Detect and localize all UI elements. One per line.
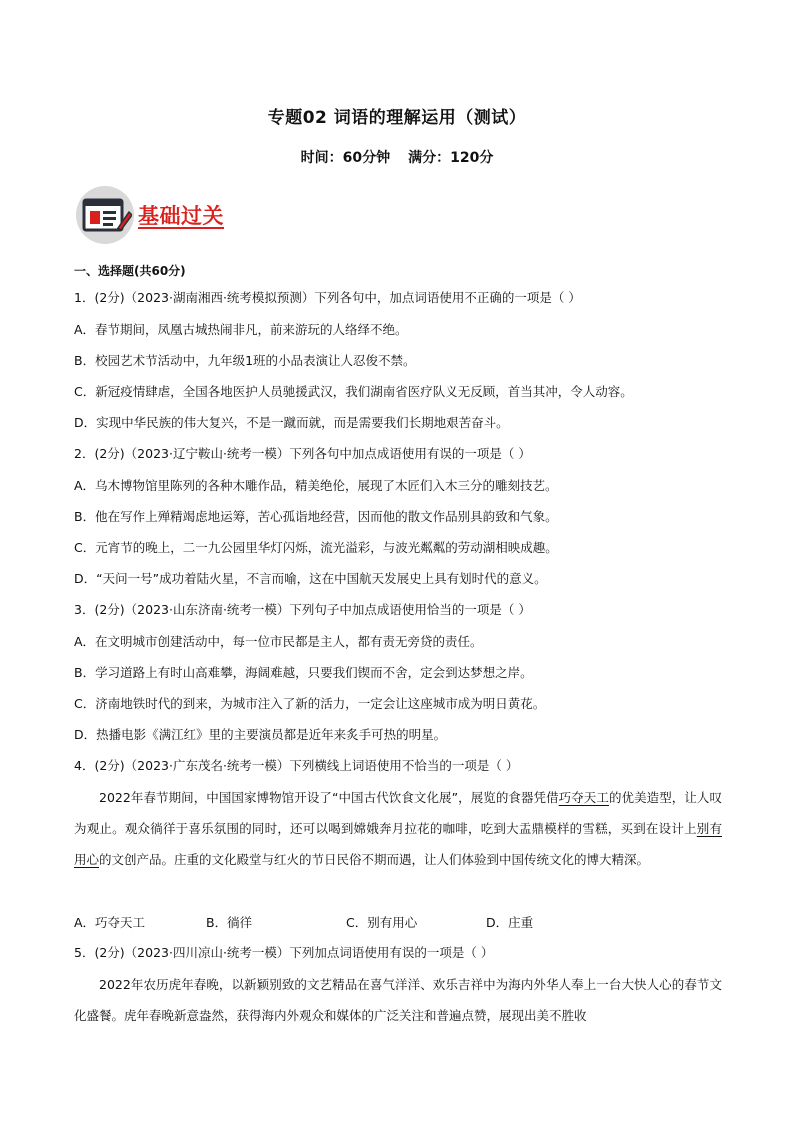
question-1-stem: 1．(2分)（2023·湖南湘西·统考模拟预测）下列各句中，加点词语使用不正确的一项是（ ） bbox=[74, 290, 581, 305]
section-badge bbox=[76, 186, 276, 246]
question-4-stem: 4．(2分)（2023·广东茂名·统考一模）下列横线上词语使用不恰当的一项是（ ） bbox=[74, 758, 519, 773]
question-1-option-d: D．实现中华民族的伟大复兴，不是一蹴而就，而是需要我们长期地艰苦奋斗。 bbox=[74, 415, 509, 430]
question-2-option-c: C．元宵节的晚上，二一九公园里华灯闪烁，流光溢彩，与波光粼粼的劳动湖相映成趣。 bbox=[74, 540, 558, 555]
question-4-passage-part-2: 的优美造型，让人叹为观止。观众徜徉于喜乐氛围的同时，还可以喝到嫦娥奔月拉花的咖啡，吃到大盂鼎模样的雪糕，买到在设计上 bbox=[74, 790, 722, 836]
question-2-option-a: A．乌木博物馆里陈列的各种木雕作品，精美绝伦，展现了木匠们入木三分的雕刻技艺。 bbox=[74, 478, 558, 493]
question-4-option-c: C．别有用心 bbox=[346, 915, 418, 930]
question-2-option-d: D．“天问一号”成功着陆火星，不言而喻，这在中国航天发展史上具有划时代的意义。 bbox=[74, 571, 547, 586]
question-4-passage-part-3: 的文创产品。庄重的文化殿堂与红火的节日民俗不期而遇，让人们体验到中国传统文化的博大精深。 bbox=[99, 852, 650, 867]
badge-label: 基础过关 bbox=[138, 203, 224, 228]
question-3-option-d: D．热播电影《满江红》里的主要演员都是近年来炙手可热的明星。 bbox=[74, 727, 447, 742]
question-4-option-d: D．庄重 bbox=[486, 915, 534, 930]
question-4-option-b: B．徜徉 bbox=[206, 915, 253, 930]
question-1-option-c: C．新冠疫情肆虐，全国各地医护人员驰援武汉，我们湖南省医疗队义无反顾，首当其冲，令人动容。 bbox=[74, 384, 633, 399]
question-5-stem: 5．(2分)（2023·四川凉山·统考一模）下列加点词语使用有误的一项是（ ） bbox=[74, 945, 494, 960]
question-2-stem: 2．(2分)（2023·辽宁鞍山·统考一模）下列各句中加点成语使用有误的一项是（ ） bbox=[74, 446, 531, 461]
question-2-option-b: B．他在写作上殚精竭虑地运筹，苦心孤诣地经营，因而他的散文作品别具韵致和气象。 bbox=[74, 509, 558, 524]
question-4-underlined-word-1: 巧夺天工 bbox=[558, 790, 609, 805]
question-5-passage: 2022年农历虎年春晚，以新颖别致的文艺精品在喜气洋洋、欢乐吉祥中为海内外华人奉上一台大快人心的春节文化盛餐。虎年春晚新意盎然，获得海内外观众和媒体的广泛关注和普遍点赞，展现出美不胜收 bbox=[74, 977, 722, 1023]
exam-time: 时间：60分钟 bbox=[300, 150, 391, 166]
section-heading: 一、选择题(共60分) bbox=[74, 264, 186, 278]
question-4-underlined-word-2: 别有用心 bbox=[74, 821, 722, 867]
question-4-passage-part-1: 2022年春节期间，中国国家博物馆开设了“中国古代饮食文化展”，展览的食器凭借 bbox=[99, 790, 559, 805]
exam-info bbox=[0, 147, 794, 167]
document-edit-icon bbox=[82, 198, 132, 234]
question-3-option-b: B．学习道路上有时山高难攀，海阔难越，只要我们锲而不舍，定会到达梦想之岸。 bbox=[74, 665, 533, 680]
question-1-option-b: B．校园艺术节活动中，九年级1班的小品表演让人忍俊不禁。 bbox=[74, 353, 416, 368]
question-3-option-a: A．在文明城市创建活动中，每一位市民都是主人，都有责无旁贷的责任。 bbox=[74, 634, 483, 649]
question-1-option-a: A．春节期间，凤凰古城热闹非凡，前来游玩的人络绎不绝。 bbox=[74, 322, 408, 337]
question-3-stem: 3．(2分)（2023·山东济南·统考一模）下列句子中加点成语使用恰当的一项是（ ） bbox=[74, 602, 531, 617]
question-3-option-c: C．济南地铁时代的到来，为城市注入了新的活力，一定会让这座城市成为明日黄花。 bbox=[74, 696, 546, 711]
exam-score: 满分：120分 bbox=[408, 150, 494, 166]
question-4-passage bbox=[74, 782, 722, 875]
question-4-option-a: A．巧夺天工 bbox=[74, 915, 146, 930]
page-title: 专题02 词语的理解运用（测试） bbox=[267, 108, 527, 128]
question-4-options bbox=[74, 913, 533, 931]
